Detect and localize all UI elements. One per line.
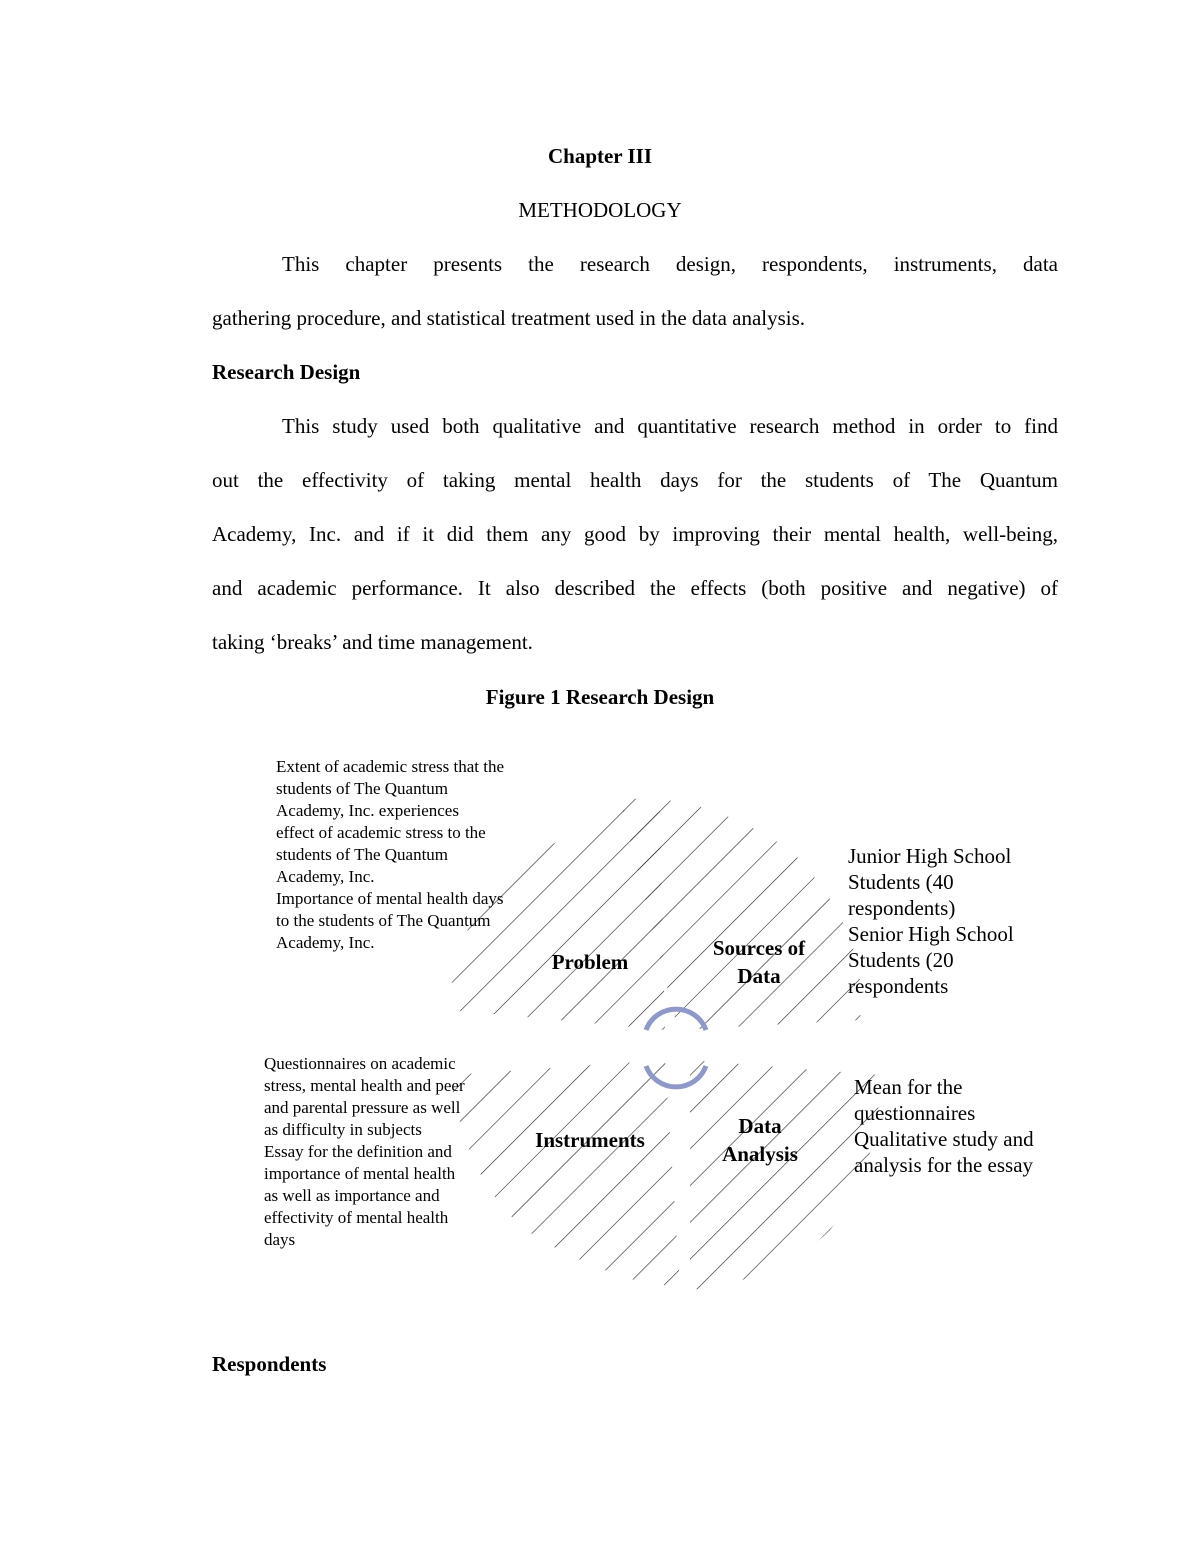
- respondents-heading: Respondents: [212, 1352, 327, 1376]
- note-line: importance of mental health: [264, 1164, 456, 1183]
- note-line: stress, mental health and peer: [264, 1076, 465, 1095]
- sources-of-data-label: [694, 934, 824, 990]
- sources-label-line: Sources of: [712, 936, 806, 960]
- section-title: METHODOLOGY: [518, 198, 682, 222]
- paragraph-line: taking ‘breaks’ and time management.: [212, 630, 533, 654]
- chapter-number: Chapter III: [547, 144, 653, 168]
- note-line: effect of academic stress to the: [276, 823, 486, 842]
- paragraph-line: out the effectivity of taking mental health days for the students of The Quantum: [212, 468, 1058, 492]
- note-line: as well as importance and: [264, 1186, 440, 1205]
- note-line: Senior High School: [848, 922, 1014, 946]
- paragraph-line: gathering procedure, and statistical treatment used in the data analysis.: [212, 306, 806, 330]
- note-line: to the students of The Quantum: [276, 911, 491, 930]
- paragraph-line: Academy, Inc. and if it did them any good by improving their mental health, well-being,: [212, 522, 1058, 546]
- note-line: respondents: [848, 974, 949, 998]
- note-line: Essay for the definition and: [264, 1142, 452, 1161]
- problem-label: Problem: [551, 950, 629, 974]
- analysis-label-line: Analysis: [722, 1142, 798, 1166]
- note-line: respondents): [848, 896, 956, 920]
- note-line: Academy, Inc.: [276, 867, 375, 886]
- note-line: Academy, Inc.: [276, 933, 375, 952]
- sources-label-line: Data: [737, 964, 781, 988]
- sources-notes: [848, 843, 1068, 999]
- note-line: questionnaires: [854, 1101, 976, 1125]
- note-line: as difficulty in subjects: [264, 1120, 422, 1139]
- figure-caption: Figure 1 Research Design: [485, 685, 715, 709]
- analysis-notes: [854, 1074, 1074, 1178]
- note-line: days: [264, 1230, 296, 1249]
- paragraph-line: This chapter presents the research design, respondents, instruments, data: [282, 252, 1058, 276]
- analysis-hatch: [690, 1060, 880, 1290]
- note-line: Qualitative study and: [854, 1127, 1034, 1151]
- note-line: Students (40: [848, 870, 954, 894]
- paragraph-line: This study used both qualitative and quantitative research method in order to find: [282, 414, 1058, 438]
- paragraph-line: and academic performance. It also described the effects (both positive and negative) of: [212, 576, 1058, 600]
- note-line: Students (20: [848, 948, 954, 972]
- note-line: and parental pressure as well: [264, 1098, 461, 1117]
- research-design-heading: Research Design: [212, 360, 361, 384]
- note-line: students of The Quantum: [276, 845, 449, 864]
- instruments-label: Instruments: [535, 1128, 645, 1152]
- note-line: Questionnaires on academic: [264, 1054, 456, 1073]
- note-line: Mean for the: [854, 1075, 963, 1099]
- note-line: Extent of academic stress that the: [276, 757, 504, 776]
- note-line: students of The Quantum: [276, 779, 449, 798]
- note-line: Importance of mental health days: [276, 889, 504, 908]
- problem-notes: [276, 756, 566, 954]
- instruments-notes: [264, 1053, 514, 1251]
- analysis-label-line: Data: [738, 1114, 782, 1138]
- note-line: effectivity of mental health: [264, 1208, 449, 1227]
- data-analysis-label: [700, 1112, 820, 1168]
- note-line: Academy, Inc. experiences: [276, 801, 459, 820]
- note-line: analysis for the essay: [854, 1153, 1034, 1177]
- note-line: Junior High School: [848, 844, 1012, 868]
